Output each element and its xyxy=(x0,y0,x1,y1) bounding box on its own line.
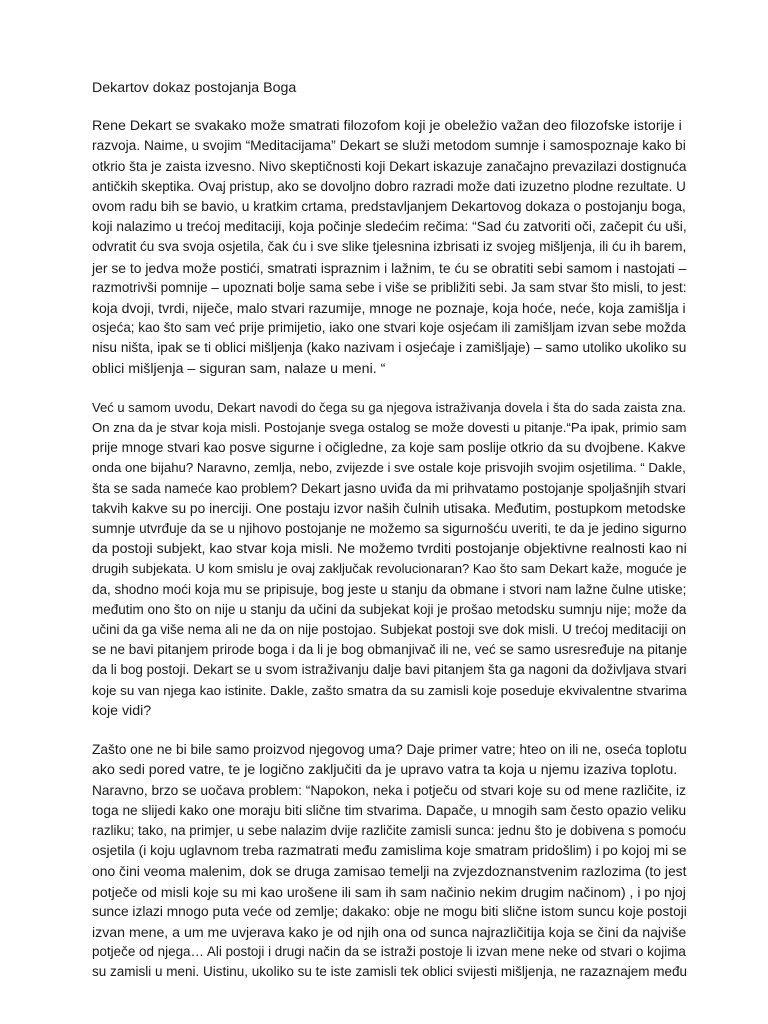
text-line: ovom radu bih se bavio, u kratkim crtama, predstavljanjem Dekartovog dokaza o postojanju boga, xyxy=(92,199,686,215)
text-line: On zna da je stvar koja misli. Postojanje svega ostalog se može dovesti u pitanje.“Pa ipak, primio sam xyxy=(92,420,687,436)
text-line: ono čini veoma malenim, dok se druga zamisao temelji na zvjezdoznanstvenim razlozima (to jest xyxy=(92,863,687,880)
text-line: osjeća; kao što sam već prije primijetio, iako one stvari koje osjećam ili zamišljam izvan sebe možda xyxy=(92,320,686,336)
text-line: Zašto one ne bi bile samo proizvod njegovog uma? Daje primer vatre; hteo on ili ne, oseća toplotu xyxy=(92,742,687,758)
text-line: takvih kakve su po inerciji. One postaju izvor naših čulnih utisaka. Međutim, postupkom metodske xyxy=(92,500,686,516)
text-line: razvoja. Naime, u svojim “Meditacijama” Dekart se služi metodom sumnje i samospoznaje kako bi xyxy=(92,138,686,154)
text-line: razmotrivši pomnije – upoznati bolje sama sebe i više se približiti sebi. Ja sam stvar što misli, to jest: xyxy=(92,279,687,295)
text-line: osjetila (i koju uglavnom treba razmatrati među zamislima koje smatram pridošlim) i po kojoj mi se xyxy=(92,843,687,859)
text-line: koja dvoji, tvrdi, niječe, malo stvari razumije, mnoge ne poznaje, koja hoće, neće, koja zamišlja i xyxy=(92,300,686,317)
paragraph-2 xyxy=(92,398,686,721)
text-line: da li bog postoji. Dekart se u svom istraživanju dalje bavi pitanjem šta ga nagoni da doživljava stvari xyxy=(92,662,687,678)
text-line: prije mnoge stvari kao posve sigurne i očigledne, za koje sam poslije otkrio da su dvojbene. Kakve xyxy=(92,440,686,456)
text-line: otkrio šta je zaista izvesno. Nivo skeptičnosti koji Dekart iskazuje zanačajno prevazilazi dostignuća xyxy=(92,158,687,174)
text-line: onda one bijahu? Naravno, zemlja, nebo, zvijezde i sve ostale koje prisvojih svojim osjetilima. “ Dakle, xyxy=(92,460,686,476)
paragraph-3 xyxy=(92,740,686,982)
text-line: su zamisli u meni. Uistinu, ukoliko su te iste zamisli tek oblici svijesti mišljenja, ne razaznajem među xyxy=(92,964,687,980)
document-title: Dekartov dokaz postojanja Boga xyxy=(92,80,297,96)
text-line: sunce izlazi mnogo puta veće od zemlje; dakako: obje ne mogu biti slične istom suncu koje postoji xyxy=(92,903,687,919)
text-line: koje su van njega kao istinite. Dakle, zašto smatra da su zamisli koje poseduje ekvivalentne stvarima xyxy=(92,682,687,698)
text-line: da postoji subjekt, kao stvar koja misli. Ne možemo tvrditi postojanje objektivne realnosti kao ni xyxy=(92,541,687,558)
text-line: nisu ništa, ipak se ti oblici mišljenja (kako nazivam i osjećaje i zamišljaje) – samo utoliko ukoliko su xyxy=(92,340,687,356)
text-line: međutim ono što on nije u stanju da učini da subjekat koji je prošao metodsku sumnju nije; može da xyxy=(92,601,687,617)
text-line: drugih subjekata. U kom smislu je ovaj zaključak revolucionaran? Kao što sam Dekart kaže, moguće je xyxy=(92,561,687,577)
text-line: izvan mene, a um me uvjerava kako je od njih ona od sunca najrazličitija koja se čini da najviše xyxy=(92,923,687,940)
text-line: učini da ga više nema ali ne da on nije postojao. Subjekat postoji sve dok misli. U trećoj meditaciji on xyxy=(92,622,687,638)
text-line: odvratit ću sva svoja osjetila, čak ću i sve slike tjelesnina izbrisati iz svojeg mišljenja, ili ću ih barem, xyxy=(92,239,687,255)
text-line: šta se sada nameće kao problem? Dekart jasno uviđa da mi prihvatamo postojanje spoljašnjih stvari xyxy=(92,480,686,496)
text-line: Rene Dekart se svakako može smatrati filozofom koji je obeležio važan deo filozofske istorije i xyxy=(92,118,682,135)
text-line: razliku; tako, na primjer, u sebe nalazim dvije različite zamisli sunca: jednu što je dobivena s pomoću xyxy=(92,822,687,838)
text-line: se ne bavi pitanjem prirode boga i da li je bog obmanjivač ili ne, već se samo usresređuje na pitanje xyxy=(92,642,688,658)
text-line: sumnje utvrđuje da se u njihovo postojanje ne možemo sa sigurnošću uveriti, te da je jedino sigurno xyxy=(92,521,687,537)
text-line: jer se to jedva može postići, smatrati ispraznim i lažnim, te ću se obratiti sebi samom i nastojati – xyxy=(92,259,687,276)
text-line: ako sedi pored vatre, te je logično zaključiti da je upravo vatra ta koja u njemu izaziva toplotu. xyxy=(92,762,678,779)
text-line: potječe od misli koje su mi kao urošene ili sam ih sam načinio nekim drugim načinom) , i po njoj xyxy=(92,883,686,900)
text-line: da, shodno moći koja mu se pripisuje, bog jeste u stanju da obmane i stvori nam lažne čulne utiske; xyxy=(92,581,687,597)
document-body xyxy=(92,78,686,1002)
text-line: koje vidi? xyxy=(92,702,152,719)
text-line: koji nalazimo u trećoj meditaciji, koja počinje sledećim rečima: “Sad ću zatvoriti oči, začepit ću uši, xyxy=(92,219,687,235)
text-line: antičkih skeptika. Ovaj pristup, ako se dovoljno dobro razradi može dati izuzetno plodne rezultate. U xyxy=(92,178,686,194)
paragraph-1 xyxy=(92,116,686,379)
text-line: toga ne slijedi kako one moraju biti slične tim stvarima. Dapače, u mnogih sam često opazio veliku xyxy=(92,802,687,818)
text-line: Već u samom uvodu, Dekart navodi do čega su ga njegova istraživanja dovela i šta do sada zaista zna. xyxy=(92,399,687,415)
text-line: oblici mišljenja – siguran sam, nalaze u meni. “ xyxy=(92,360,386,377)
text-line: Naravno, brzo se uočava problem: “Napokon, neka i potječu od stvari koje su od mene različite, iz xyxy=(92,782,686,798)
text-line: potječe od njega… Ali postoji i drugi način da se istraži postoje li izvan mene neke od stvari o kojima xyxy=(92,944,686,960)
